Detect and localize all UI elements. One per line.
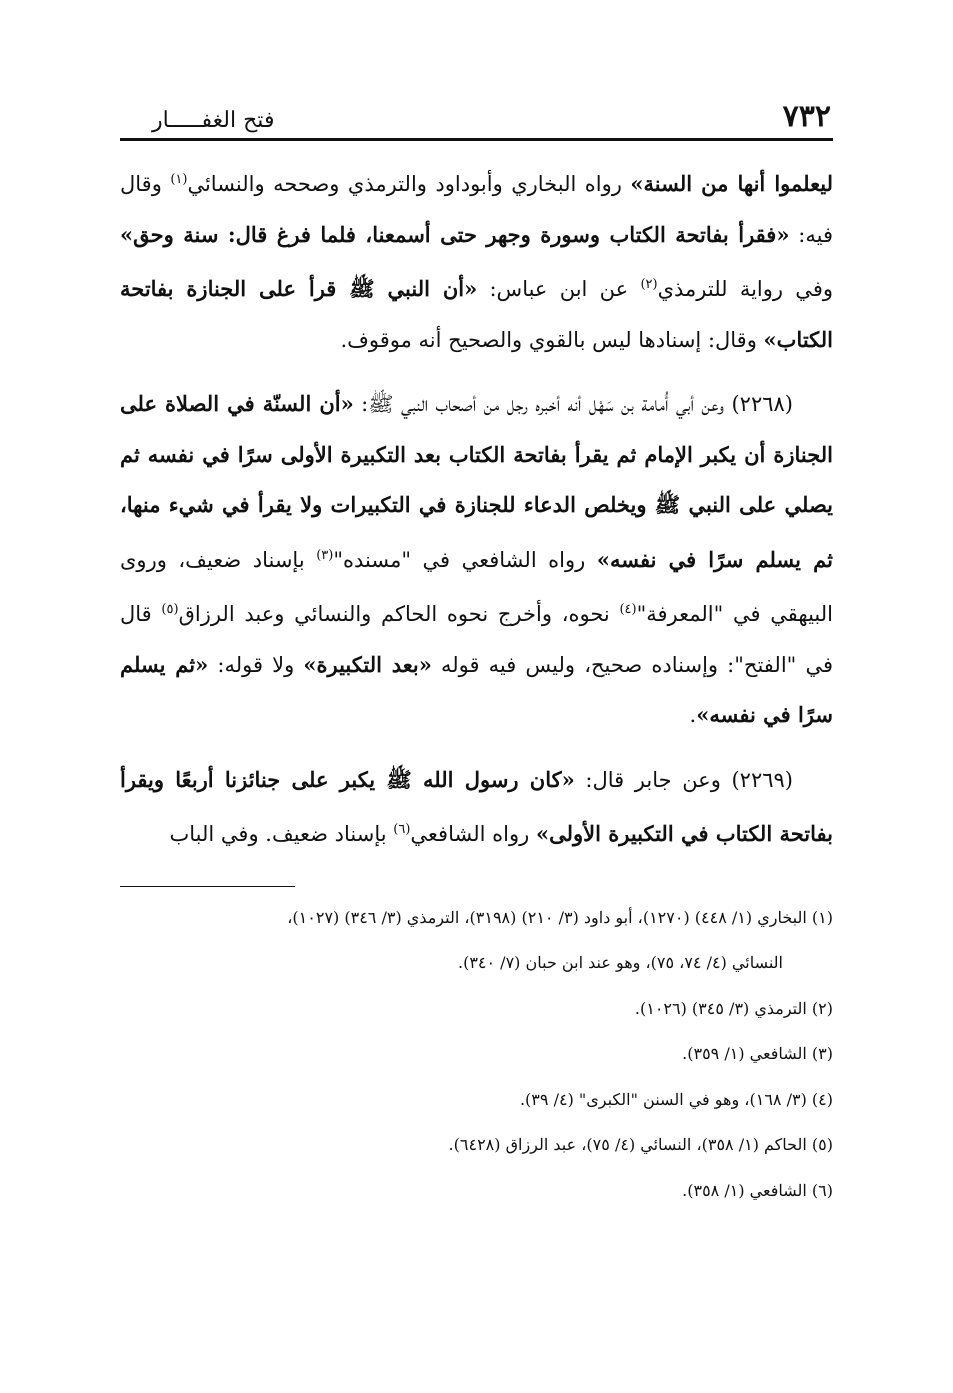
footnote-separator — [120, 886, 295, 887]
footnote-reference: (٣) — [316, 547, 334, 563]
page-header — [120, 90, 833, 141]
text-run: بإسناد ضعيف، وروى البيهقي في "المعرفة" — [120, 547, 833, 626]
footnote-line: (٥) الحاكم (١/ ٣٥٨)، النسائي (٤/ ٧٥)، عبد الرزاق (٦٤٢٨). — [448, 1135, 833, 1154]
text-run: نحوه، وأخرج نحوه الحاكم والنسائي وعبد الرزاق — [178, 602, 620, 626]
hadith-quote: «بعد التكبيرة» — [303, 651, 432, 677]
text-run: عن ابن عباس: — [477, 277, 641, 301]
hadith-quote: «فقرأ بفاتحة الكتاب وسورة وجهر حتى أسمعنا، فلما فرغ قال: سنة وحق» — [120, 221, 790, 247]
text-run: (٢٢٦٨) وعن أبي أُمامة بن سَهْل أنه أخبره رجل من أصحاب النبي ﷺ: — [353, 392, 793, 416]
text-run: رواه الشافعي في "مسنده" — [333, 547, 597, 572]
text-run: وقال: إسنادها ليس بالقوي والصحيح أنه موقوف. — [340, 327, 764, 352]
footnote-line: (١) البخاري (١/ ٤٤٨) (١٢٧٠)، أبو داود (٣/ ٢١٠) (٣١٩٨)، الترمذي (٣/ ٣٤٦) (١٠٢٧)، — [287, 907, 833, 927]
text-run: قال في "الفتح": وإسناده صحيح، وليس فيه قوله — [120, 602, 833, 677]
running-title: فتح الغفـــــار — [152, 108, 275, 133]
hadith-quote: «أن السنّة في الصلاة على الجنازة أن يكبر الإمام ثم يقرأ بفاتحة الكتاب بعد التكبيرة الأولى سرًا في نفسه ثم يصلي على النبي ﷺ ويخلص الدعاء للجنازة في التكبيرات ولا يقرأ في شيء منها، ثم يسلم سرًا في نفسه» — [120, 391, 833, 572]
footnote-line: (٢) الترمذي (٣/ ٣٤٥) (١٠٢٦). — [634, 998, 833, 1018]
text-run: رواه البخاري وأبوداود والترمذي وصححه والنسائي — [187, 172, 631, 196]
footnote-reference: (١) — [170, 172, 188, 187]
paragraph — [120, 155, 833, 365]
hadith-quote: «ثم يسلم سرًا في نفسه» — [120, 651, 833, 727]
footnote-line: (٤) (٣/ ١٦٨)، وهو في السنن "الكبرى" (٤/ ٣٩). — [519, 1089, 833, 1109]
book-page — [120, 90, 833, 1213]
text-run: وقال فيه: — [120, 172, 833, 247]
text-run: ولا قوله: — [208, 652, 304, 677]
paragraph — [120, 755, 833, 860]
text-run: (٢٢٦٩) وعن جابر قال: — [574, 767, 793, 792]
text-run: . — [689, 703, 697, 727]
text-run: رواه الشافعي — [410, 822, 536, 846]
hadith-quote: «أن النبي ﷺ قرأ على الجنازة بفاتحة الكتاب» — [120, 276, 833, 352]
text-run: بإسناد ضعيف. وفي الباب — [169, 822, 394, 846]
footnote-separator-wrap — [120, 860, 833, 887]
page-number: ٧٣٢ — [782, 99, 831, 134]
text-run: وفي رواية للترمذي — [657, 277, 833, 301]
footnote-reference: (٦) — [393, 822, 411, 837]
hadith-quote: «كان رسول الله ﷺ يكبر على جنائزنا أربعًا ويقرأ بفاتحة الكتاب في التكبيرة الأولى» — [120, 766, 833, 846]
footnote-reference: (٥) — [161, 602, 179, 617]
footnote-line: النسائي (٤/ ٧٤، ٧٥)، وهو عند ابن حبان (٧/ ٣٤٠). — [457, 953, 783, 972]
footnote-reference: (٢) — [640, 277, 658, 292]
main-text — [120, 155, 833, 860]
footnote-line: (٦) الشافعي (١/ ٣٥٨). — [682, 1180, 833, 1200]
hadith-quote: ليعلموا أنها من السنة» — [630, 171, 833, 196]
footnotes — [120, 895, 833, 1214]
paragraph — [120, 379, 833, 741]
footnote-reference: (٤) — [619, 602, 637, 617]
footnote-line: (٣) الشافعي (١/ ٣٥٩). — [682, 1044, 833, 1063]
